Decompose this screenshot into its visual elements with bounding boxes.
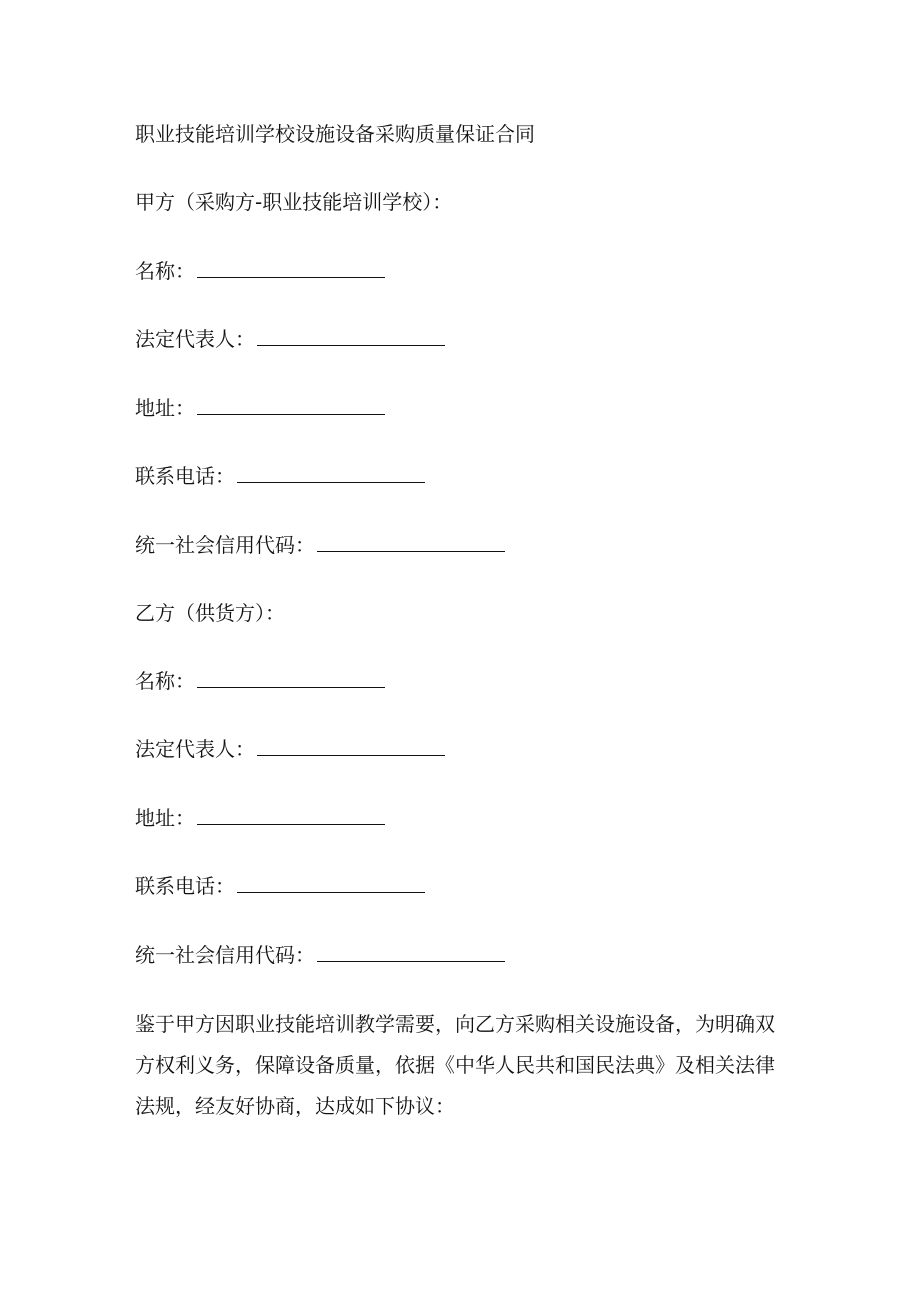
party-b-heading: 乙方（供货方）：	[135, 601, 285, 625]
party-a-address-blank[interactable]	[197, 394, 385, 415]
party-b-phone-row	[135, 872, 425, 900]
party-b-phone-label: 联系电话：	[135, 874, 235, 898]
party-b-address-label: 地址：	[135, 806, 195, 830]
party-a-address-row	[135, 394, 385, 422]
party-a-phone-label: 联系电话：	[135, 464, 235, 488]
document-title: 职业技能培训学校设施设备采购质量保证合同	[135, 122, 535, 146]
party-b-address-blank[interactable]	[197, 804, 385, 825]
party-a-rep-row	[135, 325, 445, 353]
party-a-name-blank[interactable]	[197, 257, 385, 278]
party-a-credit-row	[135, 531, 505, 559]
party-b-rep-row	[135, 735, 445, 763]
party-a-phone-blank[interactable]	[237, 462, 425, 483]
party-b-credit-label: 统一社会信用代码：	[135, 943, 315, 967]
party-b-name-label: 名称：	[135, 669, 195, 693]
party-b-address-row	[135, 804, 385, 832]
party-a-rep-blank[interactable]	[257, 325, 445, 346]
party-a-name-row	[135, 257, 385, 285]
party-b-name-row	[135, 667, 385, 695]
party-a-credit-blank[interactable]	[317, 531, 505, 552]
party-b-rep-blank[interactable]	[257, 735, 445, 756]
party-b-phone-blank[interactable]	[237, 872, 425, 893]
party-b-name-blank[interactable]	[197, 667, 385, 688]
party-b-rep-label: 法定代表人：	[135, 737, 255, 761]
party-b-credit-row	[135, 941, 505, 969]
party-a-rep-label: 法定代表人：	[135, 327, 255, 351]
party-a-phone-row	[135, 462, 425, 490]
party-b-credit-blank[interactable]	[317, 941, 505, 962]
party-a-name-label: 名称：	[135, 259, 195, 283]
party-a-credit-label: 统一社会信用代码：	[135, 533, 315, 557]
preamble-paragraph: 鉴于甲方因职业技能培训教学需要，向乙方采购相关设施设备，为明确双方权利义务，保障设备质量，依据《中华人民共和国民法典》及相关法律法规，经友好协商，达成如下协议：	[135, 1012, 775, 1118]
party-a-heading: 甲方（采购方-职业技能培训学校）：	[135, 190, 453, 214]
party-a-address-label: 地址：	[135, 396, 195, 420]
